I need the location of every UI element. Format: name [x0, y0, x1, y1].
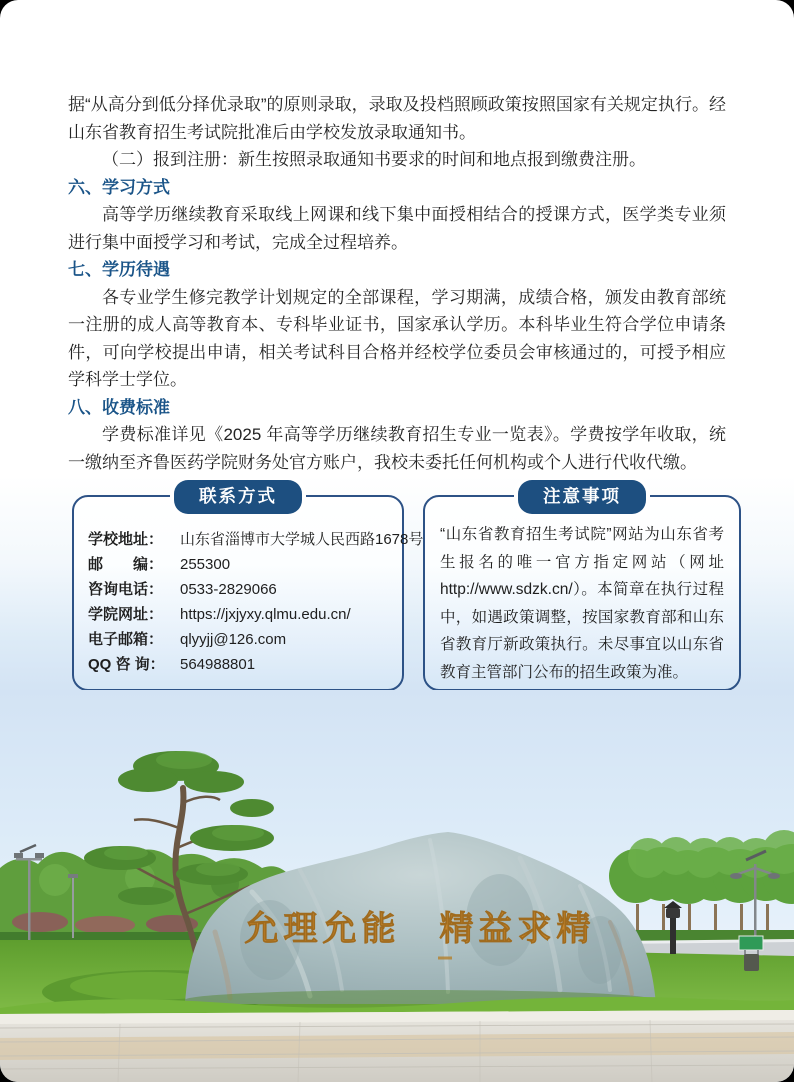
contact-row-website [88, 602, 396, 627]
contact-value: 0533-2829066 [180, 581, 277, 598]
section-heading-study-mode: 六、学习方式 [68, 177, 170, 197]
contact-row-email [88, 627, 396, 652]
paragraph-register: （二）报到注册：新生按照录取通知书要求的时间和地点报到缴费注册。 [102, 150, 646, 169]
contact-label: QQ 咨 询： [88, 656, 165, 673]
contact-box-title: 联系方式 [174, 480, 302, 514]
contact-row-address [88, 527, 424, 552]
contact-label: 学校地址： [88, 531, 164, 548]
campus-photo [0, 690, 794, 1082]
contact-value: 564988801 [180, 656, 256, 673]
body-text [68, 91, 726, 476]
paragraph-continued: 据“从高分到低分择优录取”的原则录取，录取及投档照顾政策按照国家有关规定执行。经山东省教育招生考试院批准后由学校发放录取通知书。 [68, 95, 726, 142]
contact-row-qq [88, 652, 396, 677]
section-heading-diploma: 七、学历待遇 [68, 260, 170, 279]
contact-value: 255300 [180, 556, 231, 573]
paragraph-fees: 学费标准详见《2025 年高等学历继续教育招生专业一览表》。学费按学年收取，统一缴纳至齐鲁医药学院财务处官方账户，我校未委托任何机构或个人进行代收代缴。 [68, 425, 726, 472]
contact-row-zipcode [88, 552, 396, 577]
contact-label: 咨询电话： [88, 581, 164, 598]
notice-text: “山东省教育招生考试院”网站为山东省考生报名的唯一官方指定网站（网址 http://www.sdzk.cn/）。本简章在执行过程中，如遇政策调整，按国家教育部和山东省教育厅新政策执行。未尽事宜以山东省教育主管部门公布的招生政策为准。 [440, 526, 724, 681]
notice-box-title: 注意事项 [518, 480, 646, 514]
notice-box [423, 486, 741, 691]
paragraph-study-mode: 高等学历继续教育采取线上网课和线下集中面授相结合的授课方式，医学类专业须进行集中面授学习和考试，完成全过程培养。 [68, 205, 726, 252]
trash-bin [744, 954, 759, 971]
pavement [0, 1010, 794, 1082]
contact-label: 学院网址： [88, 606, 164, 623]
contact-label: 电子邮箱： [88, 631, 164, 648]
contact-value-email: qlyyjj@126.com [180, 631, 287, 648]
info-boxes [72, 486, 741, 691]
rock-inscription: 允理允能 精益求精 [244, 909, 596, 949]
paragraph-diploma: 各专业学生修完教学计划规定的全部课程，学习期满，成绩合格，颁发由教育部统一注册的成人高等教育本、专科毕业证书，国家承认学历。本科毕业生符合学位申请条件，可向学校提出申请，相关考试科目合格并经校学位委员会审核通过的，可授予相应学科学士学位。 [68, 287, 726, 389]
contact-row-phone [88, 577, 396, 602]
contact-value: 山东省淄博市大学城人民西路1678号 [180, 531, 424, 548]
contact-box [72, 486, 424, 691]
contact-rows [74, 497, 424, 677]
contact-label: 邮 编： [88, 556, 164, 573]
section-heading-fees: 八、收费标准 [68, 397, 170, 417]
contact-value-url: https://jxjyxy.qlmu.edu.cn/ [180, 606, 351, 623]
